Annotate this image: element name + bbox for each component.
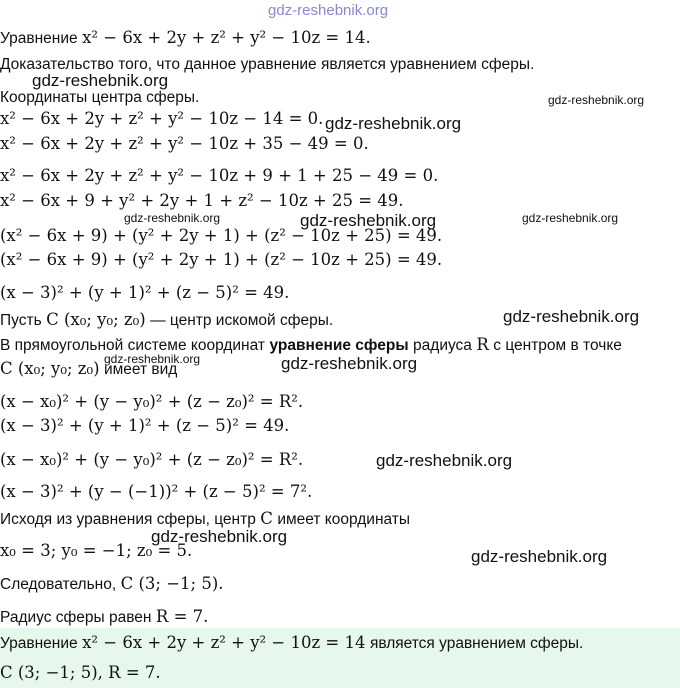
let-line: Пусть C (x₀; y₀; z₀) — центр искомой сферы. [0, 310, 334, 329]
watermark-top: gdz-reshebnik.org [268, 2, 389, 19]
equation-5: (x² − 6x + 9) + (y² + 2y + 1) + (z² − 10z + 25) = 49. [0, 226, 443, 245]
watermark: gdz-reshebnik.org [503, 307, 640, 326]
watermark: gdz-reshebnik.org [32, 71, 169, 90]
equation-9: (x − 3)² + (y + 1)² + (z − 5)² = 49. [0, 416, 290, 435]
watermark: gdz-reshebnik.org [522, 211, 619, 225]
equation-11: (x − 3)² + (y − (−1))² + (z − 5)² = 7². [0, 482, 313, 501]
equation-3: x² − 6x + 2y + z² + y² − 10z + 9 + 1 + 25 − 49 = 0. [0, 166, 439, 185]
equation-4: x² − 6x + 9 + y² + 2y + 1 + z² − 10z + 25 = 49. [0, 191, 404, 210]
from-line: Исходя из уравнения сферы, центр C имеет координаты [0, 509, 411, 528]
given-line: Уравнение x² − 6x + 2y + z² + y² − 10z = 14. [0, 28, 371, 47]
equation-8: (x − x₀)² + (y − y₀)² + (z − z₀)² = R². [0, 392, 304, 411]
answer-line-2: C (3; −1; 5), R = 7. [0, 663, 161, 682]
prove-line: Доказательство того, что данное уравнение является уравнением сферы. [0, 56, 535, 73]
hence-line: Следовательно, C (3; −1; 5). [0, 574, 224, 593]
center-values: x₀ = 3; y₀ = −1; z₀ = 5. [0, 541, 193, 560]
radius-line: Радиус сферы равен R = 7. [0, 607, 209, 626]
watermark: gdz-reshebnik.org [104, 352, 201, 366]
watermark: gdz-reshebnik.org [124, 211, 221, 225]
watermark: gdz-reshebnik.org [471, 547, 608, 566]
definition-line: В прямоугольной системе координат уравнение сферы радиуса R с центром в точке [0, 335, 622, 354]
equation-6: (x² − 6x + 9) + (y² + 2y + 1) + (z² − 10z + 25) = 49. [0, 250, 443, 269]
equation-1: x² − 6x + 2y + z² + y² − 10z − 14 = 0. [0, 109, 324, 128]
equation-2: x² − 6x + 2y + z² + y² − 10z + 35 − 49 = 0. [0, 134, 369, 153]
equation-10: (x − x₀)² + (y − y₀)² + (z − z₀)² = R². [0, 450, 304, 469]
watermark: gdz-reshebnik.org [325, 114, 462, 133]
answer-line-1: Уравнение x² − 6x + 2y + z² + y² − 10z = 14 является уравнением сферы. [0, 633, 584, 652]
watermark: gdz-reshebnik.org [300, 211, 437, 230]
coords-heading: Координаты центра сферы. [0, 89, 200, 106]
watermark: gdz-reshebnik.org [151, 527, 288, 546]
view-line: C (x₀; y₀; z₀) имеет вид [0, 359, 178, 378]
equation-7: (x − 3)² + (y + 1)² + (z − 5)² = 49. [0, 283, 290, 302]
watermark: gdz-reshebnik.org [281, 354, 418, 373]
watermark: gdz-reshebnik.org [376, 451, 513, 470]
watermark: gdz-reshebnik.org [548, 93, 645, 107]
